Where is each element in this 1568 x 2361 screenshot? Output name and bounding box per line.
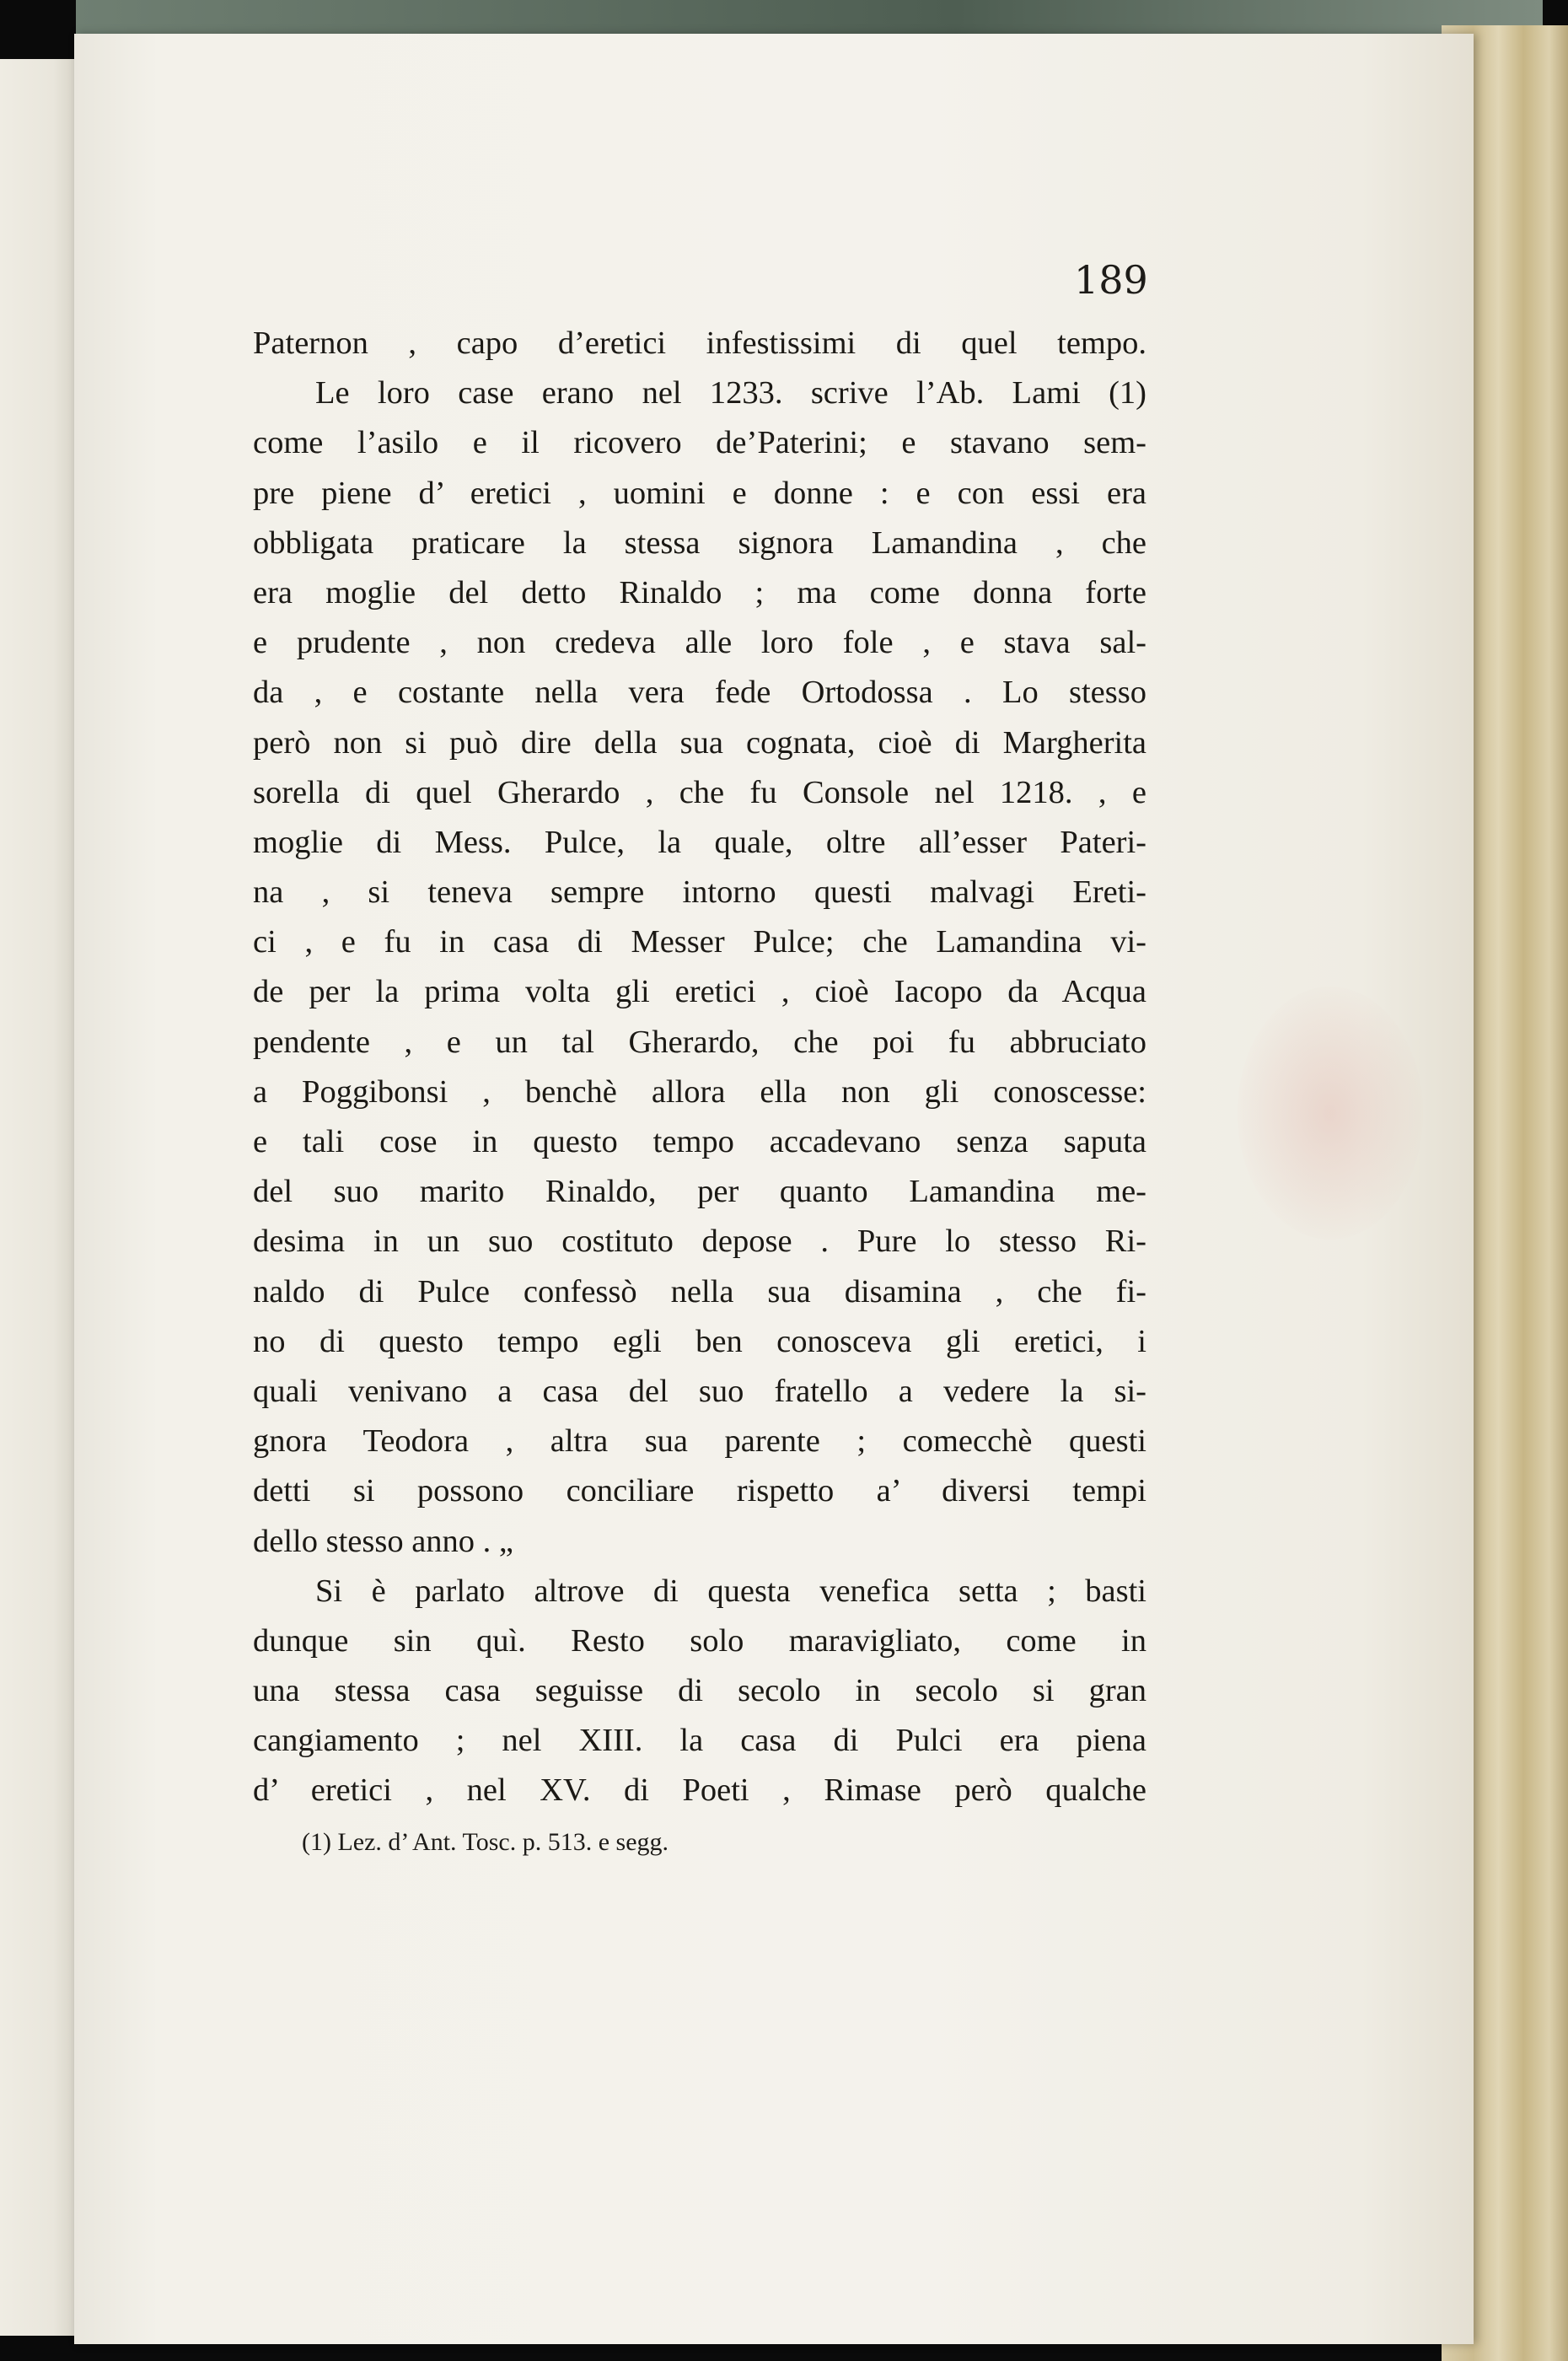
text-line: e tali cose in questo tempo accadevano senza saputa: [253, 1124, 1146, 1159]
text-line: Le loro case erano nel 1233. scrive l’Ab. Lami (1): [315, 375, 1146, 411]
text-line: obbligata praticare la stessa signora Lamandina , che: [253, 524, 1146, 561]
text-line: come l’asilo e il ricovero de’Paterini; e stavano sem-: [253, 425, 1146, 461]
text-line: d’ eretici , nel XV. di Poeti , Rimase però qualche: [253, 1772, 1146, 1809]
text-line: a Poggibonsi , benchè allora ella non gli conoscesse:: [253, 1073, 1146, 1110]
text-line: cangiamento ; nel XIII. la casa di Pulci era piena: [253, 1723, 1146, 1759]
text-line: del suo marito Rinaldo, per quanto Lamandina me-: [253, 1174, 1146, 1210]
text-line: da , e costante nella vera fede Ortodossa . Lo stesso: [253, 675, 1146, 711]
text-line: gnora Teodora , altra sua parente ; comecchè questi: [253, 1423, 1146, 1460]
body-text: [253, 319, 1146, 1816]
text-line: naldo di Pulce confessò nella sua disamina , che fi-: [253, 1273, 1146, 1310]
text-line: no di questo tempo egli ben conosceva gli eretici, i: [253, 1323, 1146, 1359]
text-line: moglie di Mess. Pulce, la quale, oltre all’esser Pateri-: [253, 824, 1146, 860]
text-line: Paternon , capo d’eretici infestissimi di quel tempo.: [253, 325, 1146, 361]
text-line: de per la prima volta gli eretici , cioè Iacopo da Acqua: [253, 974, 1146, 1010]
text-line: ci , e fu in casa di Messer Pulce; che Lamandina vi-: [253, 924, 1146, 960]
text-line: Si è parlato altrove di questa venefica setta ; basti: [315, 1573, 1146, 1609]
paper-stain: [1238, 987, 1423, 1240]
text-line: dunque sin quì. Resto solo maravigliato, come in: [253, 1622, 1146, 1659]
text-line: desima in un suo costituto depose . Pure lo stesso Ri-: [253, 1224, 1146, 1260]
text-line: quali venivano a casa del suo fratello a vedere la si-: [253, 1373, 1146, 1409]
text-line: na , si teneva sempre intorno questi malvagi Ereti-: [253, 874, 1146, 911]
text-line: sorella di quel Gherardo , che fu Console nel 1218. , e: [253, 774, 1146, 810]
text-line: però non si può dire della sua cognata, cioè di Margherita: [253, 724, 1146, 761]
text-line: e prudente , non credeva alle loro fole , e stava sal-: [253, 625, 1146, 661]
text-line: detti si possono conciliare rispetto a’ diversi tempi: [253, 1473, 1146, 1509]
text-line: pendente , e un tal Gherardo, che poi fu abbruciato: [253, 1024, 1146, 1060]
text-line: una stessa casa seguisse di secolo in secolo si gran: [253, 1673, 1146, 1709]
previous-page-edge: [0, 59, 76, 2336]
text-line: era moglie del detto Rinaldo ; ma come donna forte: [253, 574, 1146, 610]
page-number: 189: [1074, 257, 1148, 303]
text-line: pre piene d’ eretici , uomini e donne : e con essi era: [253, 475, 1146, 511]
text-line: dello stesso anno . „: [253, 1523, 514, 1559]
footnote: (1) Lez. d’ Ant. Tosc. p. 513. e segg.: [302, 1828, 669, 1856]
